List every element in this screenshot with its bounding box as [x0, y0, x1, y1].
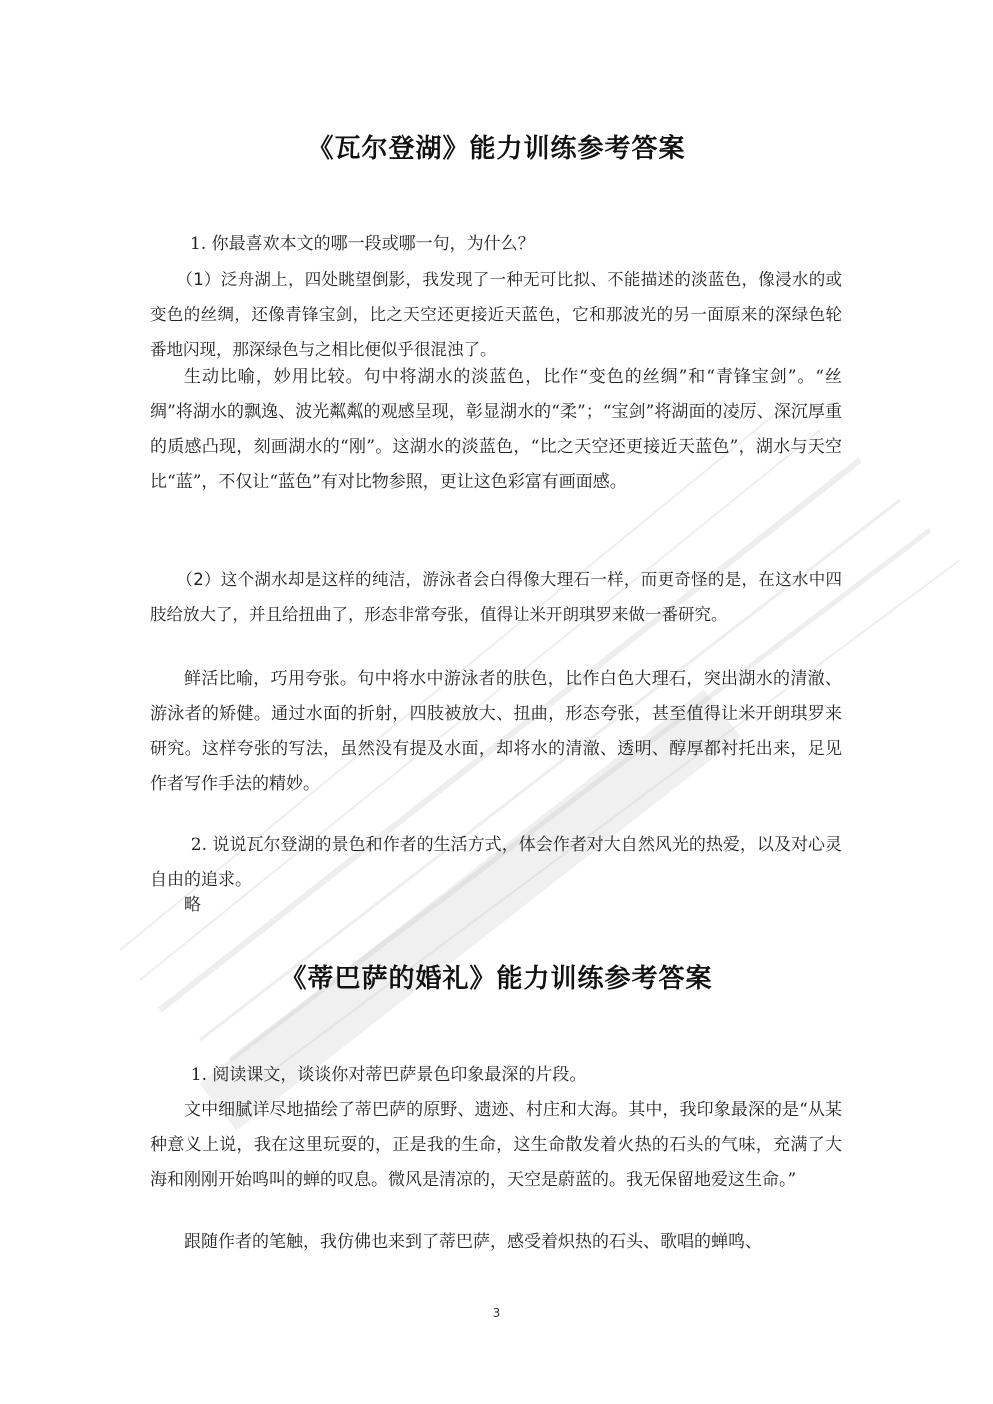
question-2: 2. 说说瓦尔登湖的景色和作者的生活方式，体会作者对大自然风光的热爱，以及对心灵自由的追求。: [150, 835, 842, 890]
answer-3: 略: [184, 895, 201, 915]
quote-2: （2）这个湖水却是这样的纯洁，游泳者会白得像大理石一样，而更奇怪的是，在这水中四肢给放大了，并且给扭曲了，形态非常夸张，值得让米开朗琪罗来做一番研究。: [150, 570, 842, 624]
tipasa-answer-2: 跟随作者的笔触，我仿佛也来到了蒂巴萨，感受着炽热的石头、歌唱的蝉鸣、: [184, 1232, 762, 1252]
question-1: 1. 你最喜欢本文的哪一段或哪一句，为什么？: [190, 234, 535, 254]
section-title-tipasa: 《蒂巴萨的婚礼》能力训练参考答案: [280, 964, 713, 994]
answer-1: 生动比喻，妙用比较。句中将湖水的淡蓝色，比作“变色的丝绸”和“青锋宝剑”。“丝绸”将湖水的飘逸、波光粼粼的观感呈现，彰显湖水的“柔”；“宝剑”将湖面的凌厉、深沉厚重的质感凸现，刻画湖水的“刚”。这湖水的淡蓝色，“比之天空还更接近天蓝色”，湖水与天空比“蓝”，不仅让“蓝色”有对比物参照，更让这色彩富有画面感。: [150, 367, 842, 492]
answer-2: 鲜活比喻，巧用夸张。句中将水中游泳者的肤色，比作白色大理石，突出湖水的清澈、游泳者的矫健。通过水面的折射，四肢被放大、扭曲，形态夸张，甚至值得让米开朗琪罗来研究。这样夸张的写法，虽然没有提及水面，却将水的清澈、透明、醇厚都衬托出来，足见作者写作手法的精妙。: [150, 669, 842, 794]
tipasa-answer-1: 文中细腻详尽地描绘了蒂巴萨的原野、遗迹、村庄和大海。其中，我印象最深的是“从某种意义上说，我在这里玩耍的，正是我的生命，这生命散发着火热的石头的气味，充满了大海和刚刚开始鸣叫的蝉的叹息。微风是清凉的，天空是蔚蓝的。我无保留地爱这生命。”: [150, 1100, 842, 1190]
tipasa-question-1: 1. 阅读课文，谈谈你对蒂巴萨景色印象最深的片段。: [190, 1065, 587, 1085]
page-number: 3: [492, 1306, 501, 1320]
quote-1: （1）泛舟湖上，四处眺望倒影，我发现了一种无可比拟、不能描述的淡蓝色，像浸水的或变色的丝绸，还像青锋宝剑，比之天空还更接近天蓝色，它和那波光的另一面原来的深绿色轮番地闪现，那深绿色与之相比便似乎很混浊了。: [150, 270, 842, 359]
section-title-walden: 《瓦尔登湖》能力训练参考答案: [307, 134, 686, 164]
